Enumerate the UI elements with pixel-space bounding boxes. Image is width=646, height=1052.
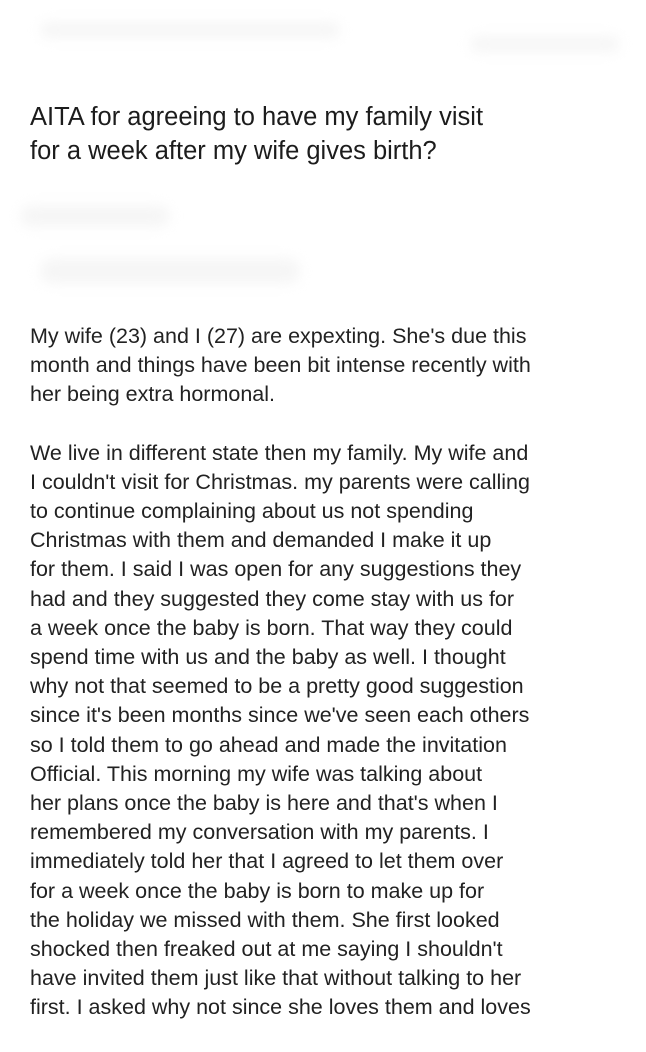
post-paragraph <box>30 439 630 1023</box>
body-line: to continue complaining about us not spending <box>30 499 474 524</box>
body-line: since it's been months since we've seen each others <box>30 703 530 728</box>
body-line: remembered my conversation with my parents. I <box>30 820 489 845</box>
post-paragraph <box>30 322 630 410</box>
body-line: why not that seemed to be a pretty good suggestion <box>30 674 524 699</box>
body-line: Christmas with them and demanded I make it up <box>30 528 492 553</box>
body-line: Official. This morning my wife was talking about <box>30 761 483 786</box>
body-line: immediately told her that I agreed to let them over <box>30 849 504 874</box>
body-line: My wife (23) and I (27) are expexting. She's due this <box>30 324 527 348</box>
post-title-line: for a week after my wife gives birth? <box>30 137 437 165</box>
body-line: the holiday we missed with them. She first looked <box>30 907 500 932</box>
faded-header-smudge <box>40 22 340 38</box>
body-line: her plans once the baby is here and that's when I <box>30 791 498 816</box>
post-body <box>30 322 630 1052</box>
body-line: spend time with us and the baby as well. I thought <box>30 645 506 670</box>
body-line: We live in different state then my family. My wife and <box>30 440 529 465</box>
body-line: first. I asked why not since she loves them and loves <box>30 995 531 1020</box>
body-line: a week once the baby is born. That way they could <box>30 615 513 640</box>
faded-meta-smudge <box>20 205 170 227</box>
post-title-line: AITA for agreeing to have my family visit <box>30 103 484 131</box>
body-line: shocked then freaked out at me saying I shouldn't <box>30 937 503 962</box>
body-line: month and things have been bit intense recently with <box>30 353 531 378</box>
body-line: for a week once the baby is born to make up for <box>30 878 485 903</box>
body-line: had and they suggested they come stay with us for <box>30 586 515 611</box>
post-title <box>30 100 630 168</box>
faded-header-smudge <box>470 36 620 52</box>
body-line: I couldn't visit for Christmas. my parents were calling <box>30 469 530 494</box>
body-line: for them. I said I was open for any suggestions they <box>30 557 522 582</box>
body-line: so I told them to go ahead and made the invitation <box>30 732 507 757</box>
body-line: have invited them just like that without talking to her <box>30 966 522 991</box>
body-line: her being extra hormonal. <box>30 382 276 407</box>
faded-meta-smudge <box>40 258 300 284</box>
